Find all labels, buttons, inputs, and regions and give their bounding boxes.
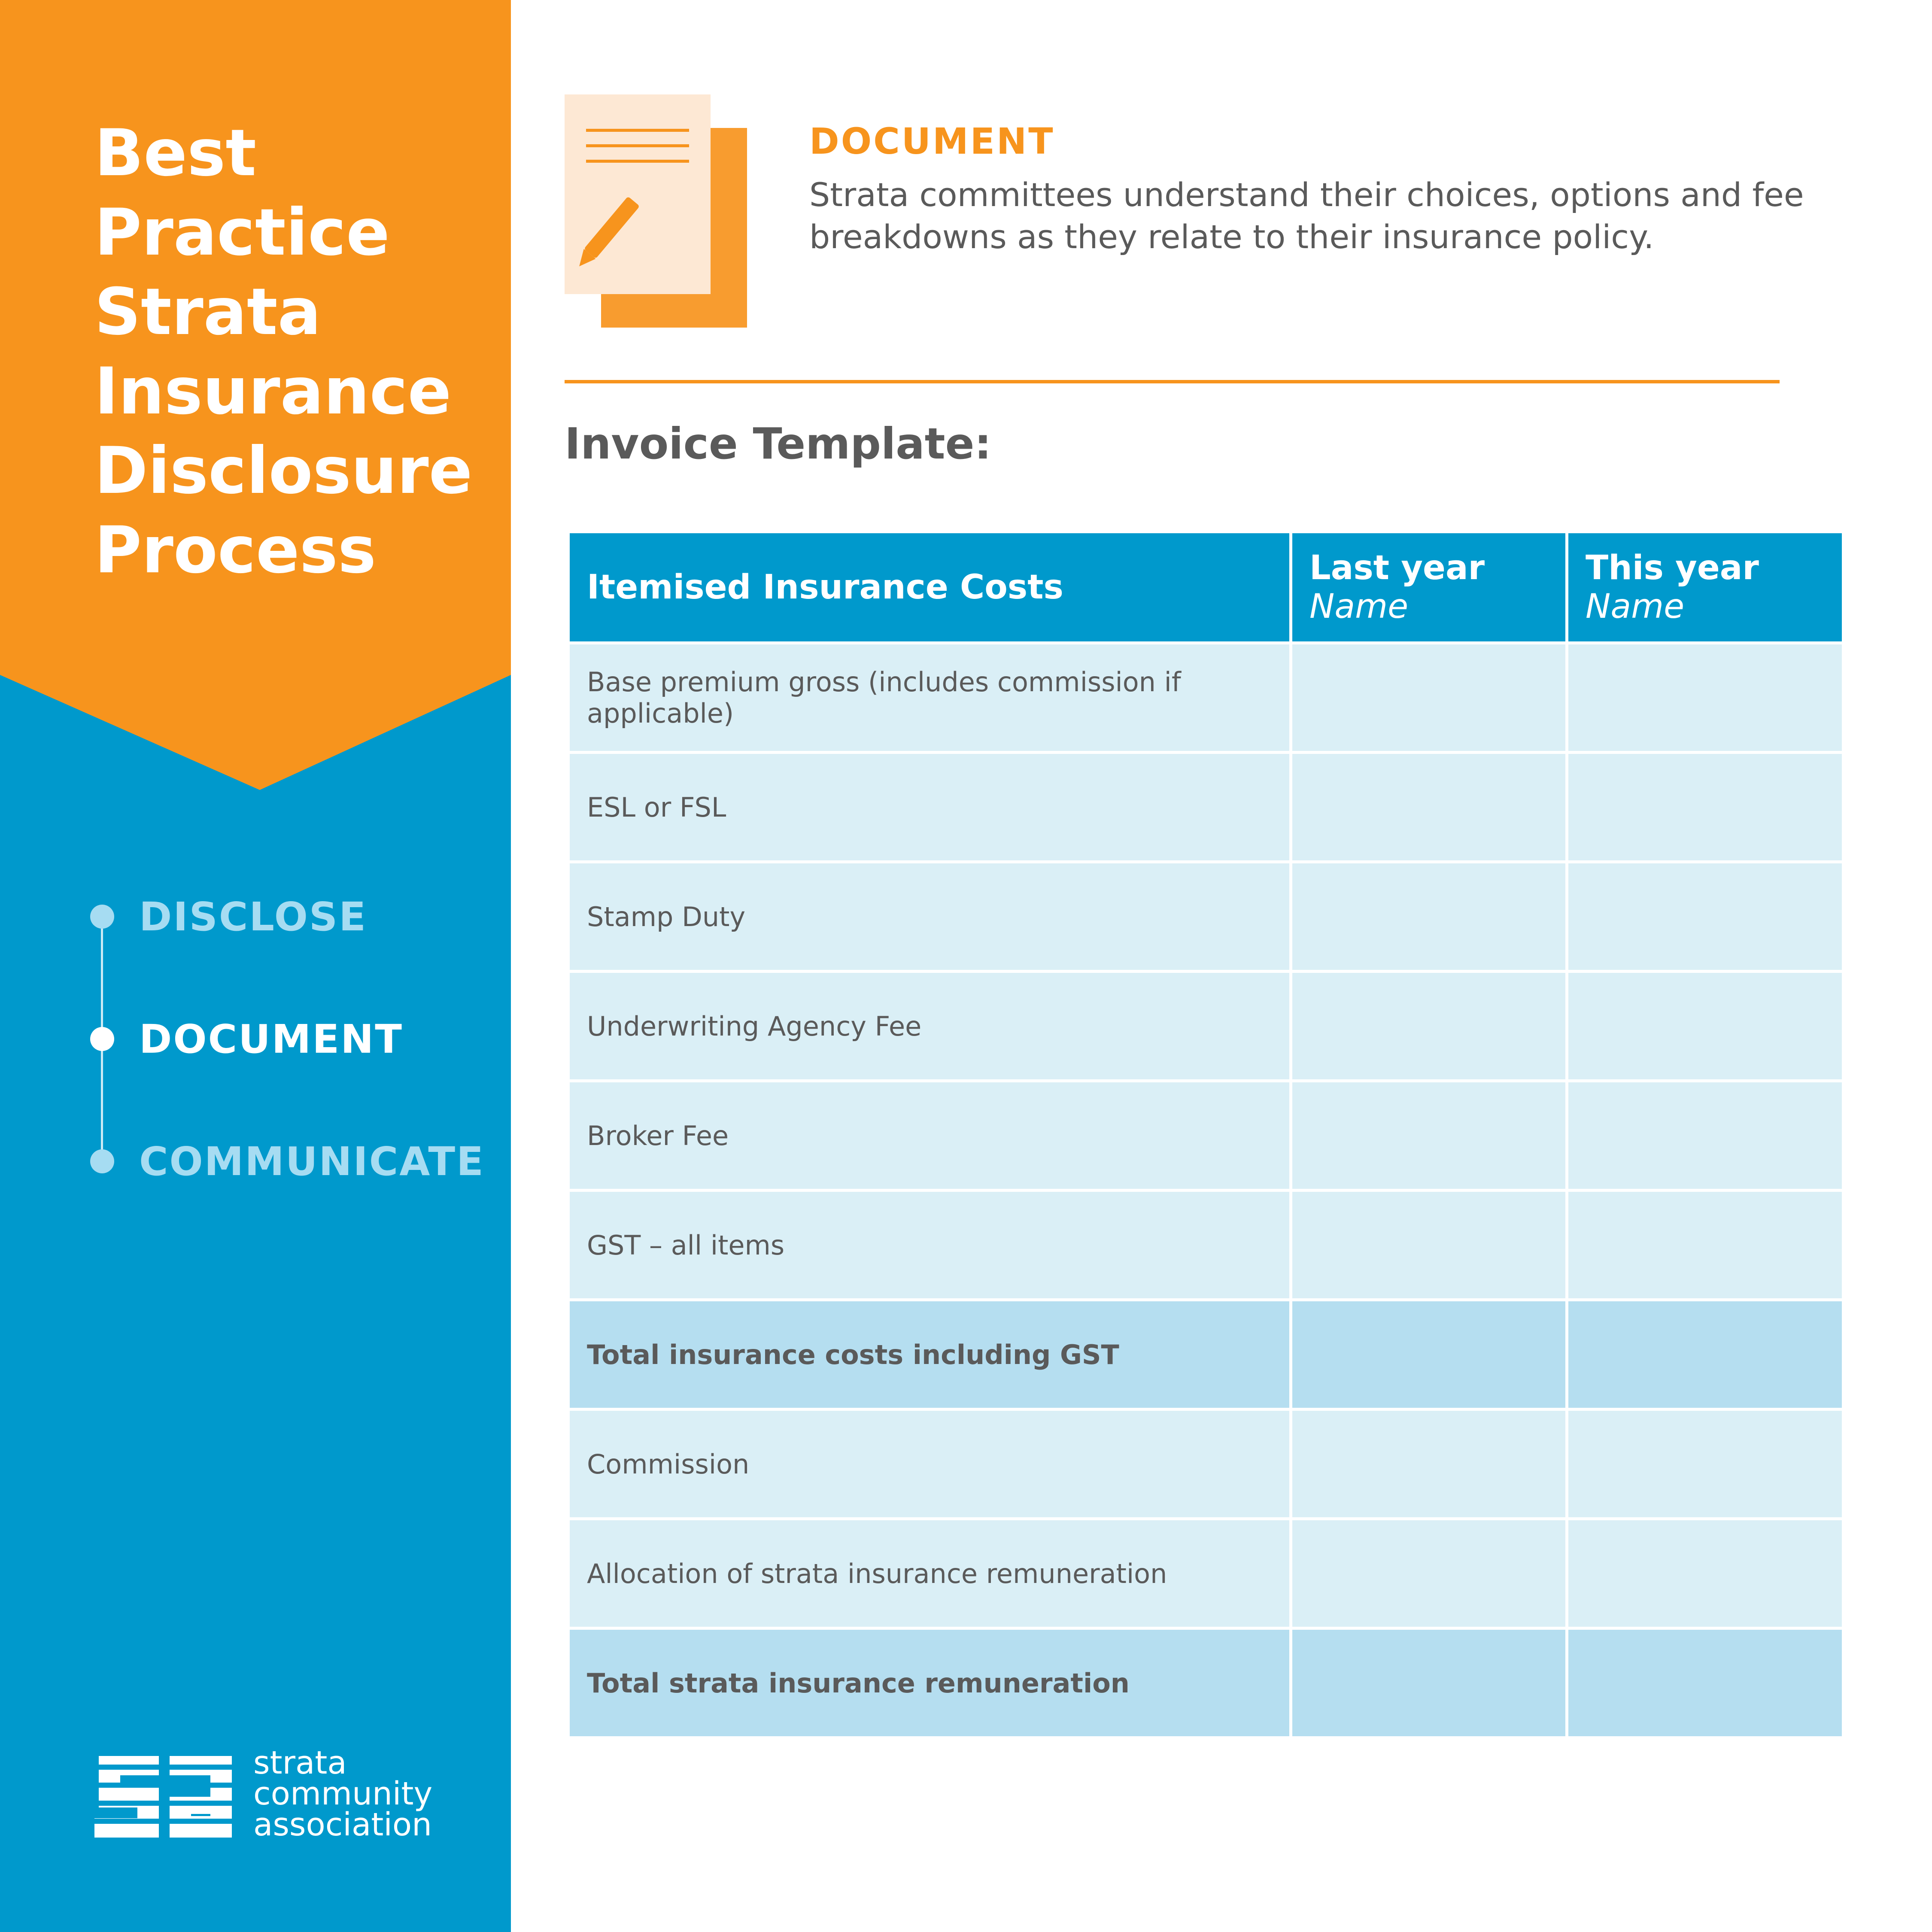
table-row	[568, 643, 1844, 753]
sca-logo	[90, 1744, 477, 1846]
invoice-title: Invoice Template:	[565, 419, 992, 469]
cell-last-year	[1291, 972, 1567, 1081]
step-label: DISCLOSE	[139, 893, 368, 940]
logo-line: association	[253, 1806, 432, 1843]
cell-last-year	[1291, 1081, 1567, 1191]
row-label: Commission	[568, 1410, 1291, 1519]
table-row-total	[568, 1628, 1844, 1738]
step-document	[90, 1015, 403, 1063]
cell-last-year	[1291, 643, 1567, 753]
cell-last-year	[1291, 1191, 1567, 1300]
step-dot-icon	[90, 905, 114, 929]
cell-last-year	[1291, 1410, 1567, 1519]
section-heading: DOCUMENT	[809, 120, 1055, 162]
header-subtitle: Name	[1309, 587, 1409, 626]
cell-this-year	[1567, 1628, 1844, 1738]
table-row	[568, 753, 1844, 862]
title-line: Disclosure	[94, 434, 473, 508]
cell-last-year	[1291, 1300, 1567, 1410]
row-label: Stamp Duty	[568, 862, 1291, 972]
cell-this-year	[1567, 862, 1844, 972]
cell-this-year	[1567, 753, 1844, 862]
table-row	[568, 1191, 1844, 1300]
header-subtitle: Name	[1586, 587, 1685, 626]
divider	[565, 380, 1780, 383]
cell-this-year	[1567, 972, 1844, 1081]
row-label: GST – all items	[568, 1191, 1291, 1300]
table-header-row	[568, 532, 1844, 643]
sidebar-title	[94, 114, 494, 590]
cell-this-year	[1567, 643, 1844, 753]
cell-last-year	[1291, 753, 1567, 862]
logo-line: community	[253, 1775, 433, 1812]
step-dot-icon	[90, 1027, 114, 1051]
sidebar	[0, 0, 511, 1932]
section-description: Strata committees understand their choices, options and fee breakdowns as they relate to their insurance policy.	[809, 176, 1804, 256]
step-label: DOCUMENT	[139, 1016, 403, 1062]
row-label: Broker Fee	[568, 1081, 1291, 1191]
row-label: Total strata insurance remuneration	[568, 1628, 1291, 1738]
table-row-total	[568, 1300, 1844, 1410]
row-label: ESL or FSL	[568, 753, 1291, 862]
header-this-year	[1567, 532, 1844, 643]
logo-wordmark	[253, 1744, 433, 1843]
title-line: Strata	[94, 275, 321, 349]
table-row	[568, 862, 1844, 972]
invoice-table-wrapper	[567, 530, 1842, 1739]
cell-this-year	[1567, 1081, 1844, 1191]
invoice-table	[567, 530, 1845, 1739]
header-itemised-costs	[568, 532, 1291, 643]
step-disclose	[90, 893, 367, 940]
header-title: Itemised Insurance Costs	[587, 568, 1063, 607]
header-title: This year	[1586, 549, 1759, 587]
table-row	[568, 1081, 1844, 1191]
sca-logo-mark-icon	[90, 1752, 240, 1842]
cell-last-year	[1291, 1628, 1567, 1738]
title-line: Best	[94, 116, 257, 191]
cell-this-year	[1567, 1300, 1844, 1410]
row-label: Total insurance costs including GST	[568, 1300, 1291, 1410]
step-communicate	[90, 1138, 485, 1185]
cell-this-year	[1567, 1519, 1844, 1628]
title-line: Insurance	[94, 354, 452, 429]
row-label: Allocation of strata insurance remuneration	[568, 1519, 1291, 1628]
table-row	[568, 972, 1844, 1081]
title-line: Practice	[94, 195, 390, 270]
row-label: Base premium gross (includes commission if applicable)	[568, 643, 1291, 753]
cell-this-year	[1567, 1191, 1844, 1300]
step-dot-icon	[90, 1149, 114, 1173]
row-label: Underwriting Agency Fee	[568, 972, 1291, 1081]
cell-last-year	[1291, 862, 1567, 972]
table-row	[568, 1410, 1844, 1519]
logo-line: strata	[253, 1744, 347, 1781]
step-label: COMMUNICATE	[139, 1138, 485, 1185]
cell-this-year	[1567, 1410, 1844, 1519]
header-last-year	[1291, 532, 1567, 643]
table-row	[568, 1519, 1844, 1628]
document-pencil-icon	[565, 94, 747, 328]
cell-last-year	[1291, 1519, 1567, 1628]
header-title: Last year	[1309, 549, 1485, 587]
title-line: Process	[94, 513, 377, 588]
